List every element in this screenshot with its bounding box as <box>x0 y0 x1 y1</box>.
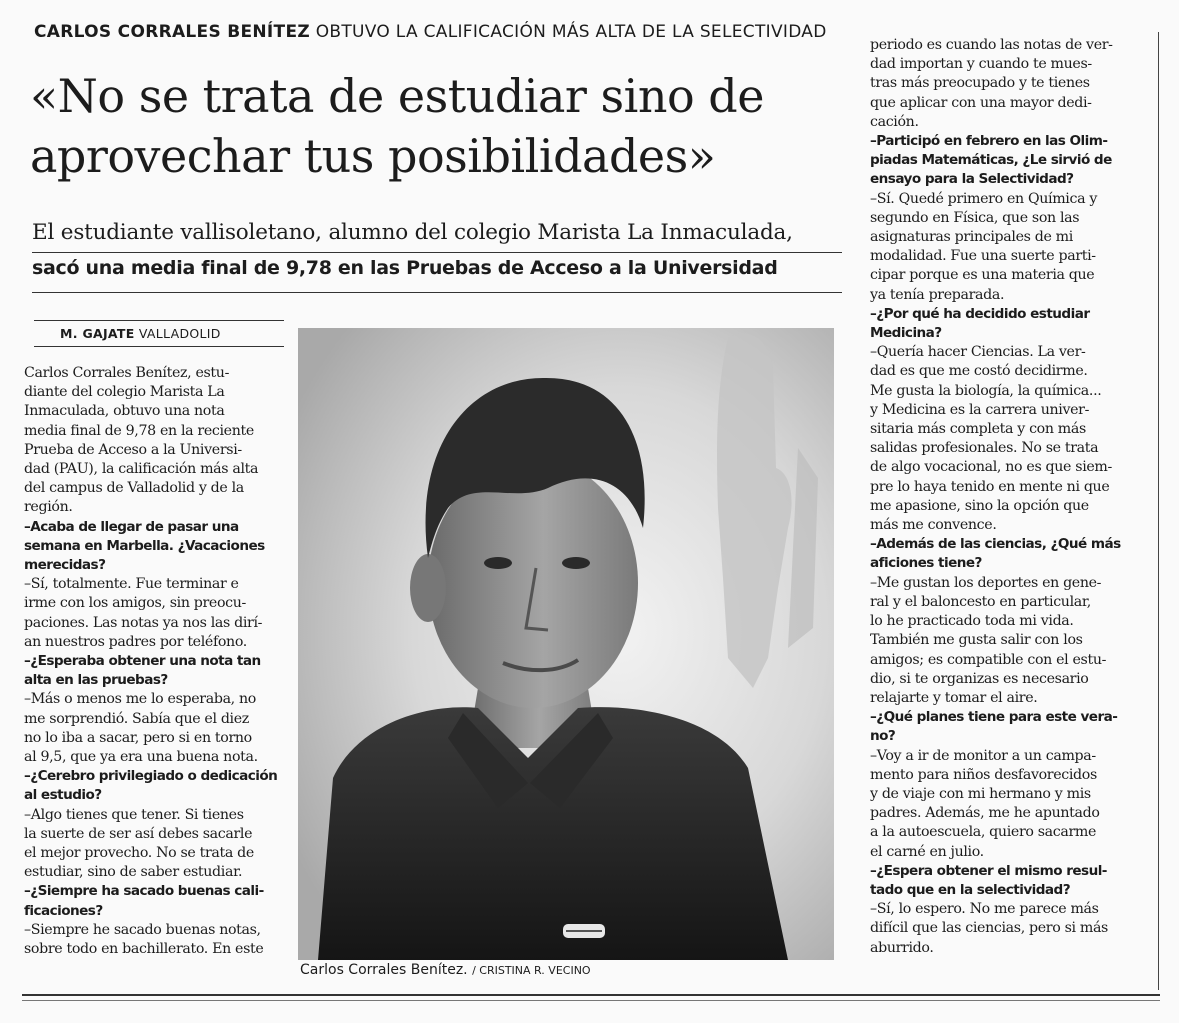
question-line: –¿Cerebro privilegiado o dedicación <box>24 768 278 785</box>
question-line: alta en las pruebas? <box>24 672 168 689</box>
question-line: no? <box>870 728 896 745</box>
body-text-line: paciones. Las notas ya nos las dirí- <box>24 614 263 631</box>
photo-credit: / CRISTINA R. VECINO <box>472 964 591 977</box>
body-text-line: asignaturas principales de mi <box>870 229 1073 246</box>
body-text-line: mento para niños desfavorecidos <box>870 766 1097 783</box>
lacoste-crocodile-icon <box>563 924 605 938</box>
body-text-line: del campus de Valladolid y de la <box>24 480 244 497</box>
deck-rule <box>32 292 842 293</box>
column-rule-right <box>1158 32 1159 990</box>
question-line: al estudio? <box>24 787 102 804</box>
body-text-line: el mejor provecho. No se trata de <box>24 845 254 862</box>
body-text-line: –Sí, lo espero. No me parece más <box>870 901 1099 918</box>
body-text-line: que aplicar con una mayor dedi- <box>870 94 1092 111</box>
question-line: –Además de las ciencias, ¿Qué más <box>870 536 1121 553</box>
deck-line-1: El estudiante vallisoletano, alumno del colegio Marista La Inmaculada, <box>32 220 793 245</box>
body-text-line: dad importan y cuando te mues- <box>870 56 1092 73</box>
body-text-line: –Más o menos me lo esperaba, no <box>24 691 256 708</box>
body-text-line: tras más preocupado y te tienes <box>870 75 1090 92</box>
body-text-line: diante del colegio Marista La <box>24 384 225 401</box>
body-text-line: lo he practicado toda mi vida. <box>870 613 1074 630</box>
body-text-line: salidas profesionales. No se trata <box>870 440 1099 457</box>
question-line: Medicina? <box>870 325 942 342</box>
body-text-line: –Voy a ir de monitor a un campa- <box>870 747 1096 764</box>
question-line: tado que en la selectividad? <box>870 881 1071 898</box>
headline-line-2: aprovechar tus posibilidades» <box>30 129 716 183</box>
deck-divider <box>32 252 842 253</box>
body-text-line: estudiar, sino de saber estudiar. <box>24 864 243 881</box>
byline-author: M. GAJATE <box>60 326 135 341</box>
body-text-line: modalidad. Fue una suerte parti- <box>870 248 1096 265</box>
body-text-line: más me convence. <box>870 517 997 534</box>
body-text-line: sobre todo en bachillerato. En este <box>24 941 264 958</box>
body-text-line: dio, si te organizas es necesario <box>870 670 1089 687</box>
body-text-line: y Medicina es la carrera univer- <box>870 401 1090 418</box>
body-text-line: pre lo haya tenido en mente ni que <box>870 478 1110 495</box>
body-text-line: –Quería hacer Ciencias. La ver- <box>870 344 1086 361</box>
body-text-line: –Sí, totalmente. Fue terminar e <box>24 576 239 593</box>
body-text-line: aburrido. <box>870 939 934 956</box>
body-text-line: no lo iba a sacar, pero si en torno <box>24 729 252 746</box>
byline <box>60 326 221 341</box>
question-line: –¿Esperaba obtener una nota tan <box>24 653 261 670</box>
body-text-line: –Algo tienes que tener. Si tienes <box>24 806 244 823</box>
photo-caption <box>300 962 591 978</box>
question-line: –¿Qué planes tiene para este vera- <box>870 709 1118 726</box>
kicker-name: CARLOS CORRALES BENÍTEZ <box>34 22 310 42</box>
body-text-line: me apasione, sino la opción que <box>870 497 1089 514</box>
body-text-line: de algo vocacional, no es que siem- <box>870 459 1112 476</box>
article-photo <box>298 328 834 960</box>
question-line: –Participó en febrero en las Olim- <box>870 133 1108 150</box>
question-line: –¿Por qué ha decidido estudiar <box>870 305 1090 322</box>
body-text-line: la suerte de ser así debes sacarle <box>24 825 253 842</box>
body-text-line: a la autoescuela, quiero sacarme <box>870 824 1097 841</box>
body-text-line: –Sí. Quedé primero en Química y <box>870 190 1098 207</box>
body-text-line: el carné en julio. <box>870 843 984 860</box>
body-text-line: Inmaculada, obtuvo una nota <box>24 403 225 420</box>
body-text-line: dad (PAU), la calificación más alta <box>24 461 259 478</box>
question-line: –Acaba de llegar de pasar una <box>24 518 239 535</box>
body-text-line: an nuestros padres por teléfono. <box>24 633 247 650</box>
byline-place: VALLADOLID <box>138 326 221 341</box>
body-text-line: segundo en Física, que son las <box>870 209 1080 226</box>
body-text-line: cación. <box>870 113 919 130</box>
body-text-line: Prueba de Acceso a la Universi- <box>24 441 242 458</box>
body-text-line: Me gusta la biología, la química... <box>870 382 1102 399</box>
question-line: ficaciones? <box>24 902 103 919</box>
article-column-2 <box>870 36 1132 958</box>
article-column-1 <box>24 364 286 959</box>
body-text-line: relajarte y tomar el aire. <box>870 689 1038 706</box>
body-text-line: difícil que las ciencias, pero si más <box>870 920 1108 937</box>
body-text-line: dad es que me costó decidirme. <box>870 363 1088 380</box>
question-line: ensayo para la Selectividad? <box>870 171 1074 188</box>
body-text-line: Carlos Corrales Benítez, estu- <box>24 365 230 381</box>
body-text-line: amigos; es compatible con el estu- <box>870 651 1107 668</box>
body-text-line: región. <box>24 499 73 516</box>
byline-rule-bottom <box>34 346 284 347</box>
headline-line-1: «No se trata de estudiar sino de <box>30 69 764 123</box>
question-line: –¿Espera obtener el mismo resul- <box>870 862 1107 879</box>
body-text-line: me sorprendió. Sabía que el diez <box>24 710 249 727</box>
body-text-line: cipar porque es una materia que <box>870 267 1095 284</box>
question-line: semana en Marbella. ¿Vacaciones <box>24 537 265 554</box>
byline-rule-top <box>34 320 284 321</box>
body-text-line: padres. Además, me he apuntado <box>870 805 1100 822</box>
page-bottom-rule-thin <box>22 1000 1160 1001</box>
body-text-line: ya tenía preparada. <box>870 286 1005 303</box>
body-text-line: ral y el baloncesto en particular, <box>870 593 1091 610</box>
body-text-line: media final de 9,78 en la reciente <box>24 422 254 439</box>
body-text-line: periodo es cuando las notas de ver- <box>870 37 1113 53</box>
question-line: merecidas? <box>24 557 106 574</box>
body-text-line: –Me gustan los deportes en gene- <box>870 574 1102 591</box>
body-text-line: irme con los amigos, sin preocu- <box>24 595 247 612</box>
body-text-line: y de viaje con mi hermano y mis <box>870 785 1091 802</box>
body-text-line: También me gusta salir con los <box>870 632 1083 649</box>
body-text-line: al 9,5, que ya era una buena nota. <box>24 749 258 766</box>
body-text-line: sitaria más completa y con más <box>870 421 1086 438</box>
article-kicker <box>34 22 854 42</box>
page-bottom-rule <box>22 994 1160 996</box>
question-line: piadas Matemáticas, ¿Le sirvió de <box>870 152 1112 169</box>
deck-line-2: sacó una media final de 9,78 en las Pruebas de Acceso a la Universidad <box>32 257 778 279</box>
body-text-line: –Siempre he sacado buenas notas, <box>24 921 261 938</box>
photo-caption-text: Carlos Corrales Benítez. <box>300 962 468 978</box>
question-line: –¿Siempre ha sacado buenas cali- <box>24 883 264 900</box>
headline <box>30 66 860 186</box>
kicker-text: OBTUVO LA CALIFICACIÓN MÁS ALTA DE LA SELECTIVIDAD <box>315 22 827 42</box>
question-line: aficiones tiene? <box>870 555 982 572</box>
